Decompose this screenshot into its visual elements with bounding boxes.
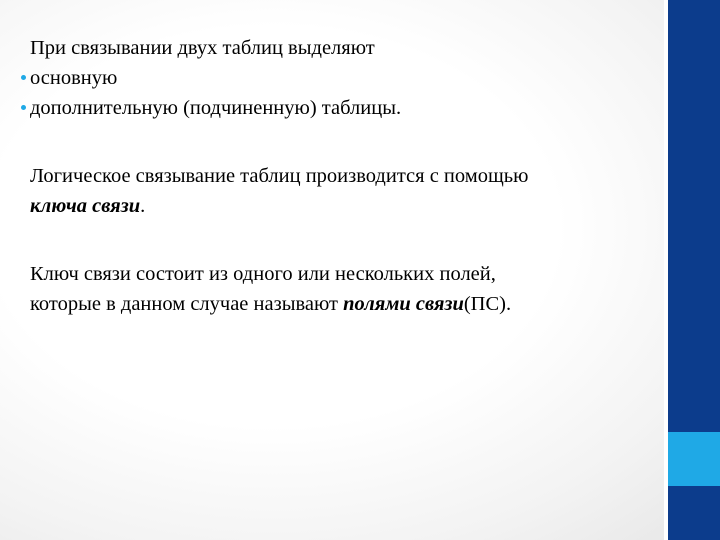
paragraph2-text: которые в данном случае называют [30,293,344,315]
intro-text: При связывании двух таблиц выделяют [30,37,375,59]
bullet-item-sub [30,93,650,123]
bullet-item-main [30,63,650,93]
sidebar-accent-block [668,432,720,486]
key-term-link-key: ключа связи [30,195,141,217]
bullet-label: основную [30,67,118,89]
bullet-label: дополнительную (подчиненную) таблицы. [30,97,402,119]
slide-content [30,33,650,319]
paragraph2-line2 [30,289,650,319]
key-term-link-fields: полями связи [343,293,464,315]
paragraph1-line2 [30,191,650,221]
bullet-icon [21,105,26,110]
paragraph2-line1: Ключ связи состоит из одного или нескольких полей, [30,263,496,285]
paragraph1-line1: Логическое связывание таблиц производится с помощью [30,165,529,187]
bullet-icon [21,75,26,80]
paragraph1-punct: . [140,195,146,217]
paragraph2-abbrev: (ПС). [463,293,512,315]
